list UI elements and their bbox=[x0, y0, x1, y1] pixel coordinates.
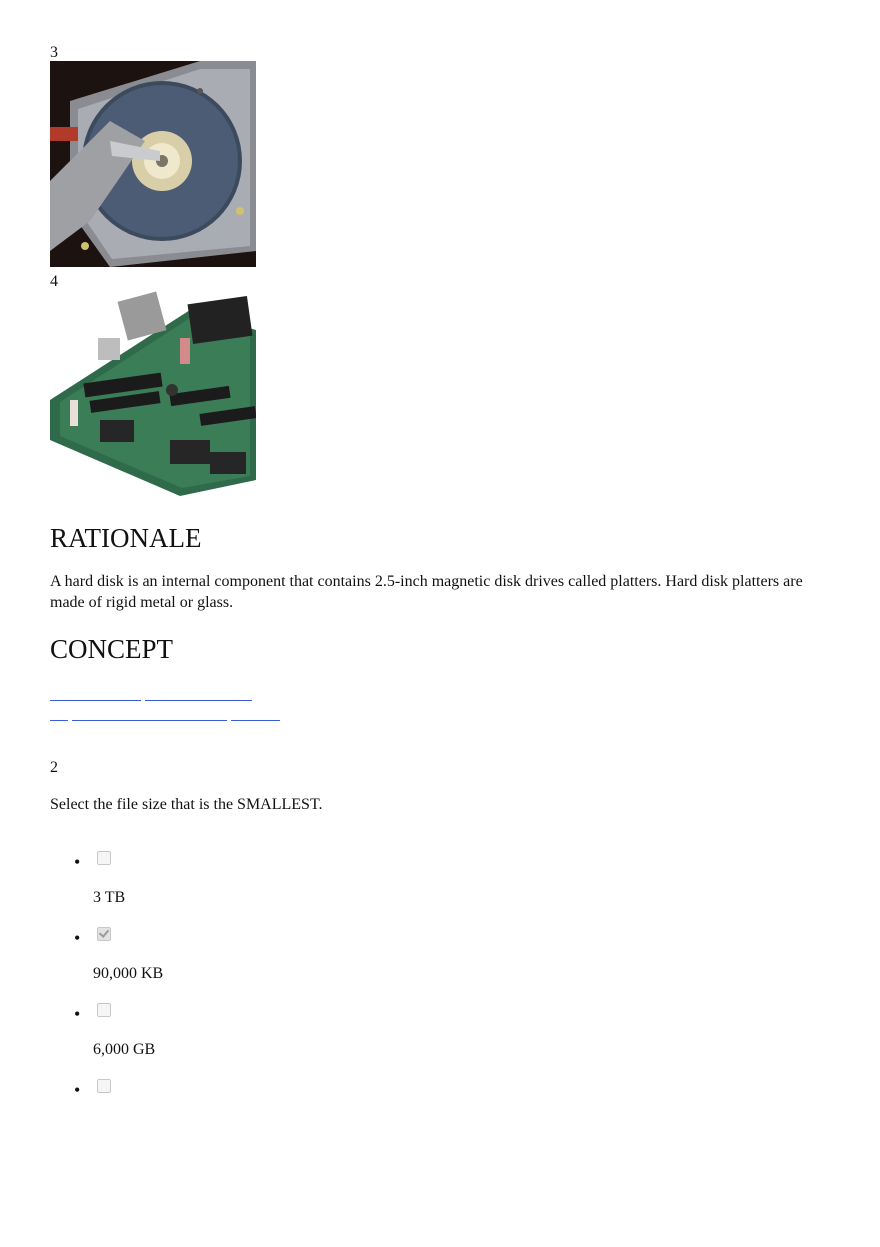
concept-link[interactable] bbox=[50, 710, 68, 721]
answer-label: 3 TB bbox=[93, 889, 126, 906]
concept-link[interactable] bbox=[50, 690, 141, 701]
question-number: 2 bbox=[50, 759, 58, 776]
answer-option bbox=[50, 1079, 450, 1119]
bullet-icon: • bbox=[74, 928, 81, 948]
answer-option bbox=[50, 927, 450, 1003]
concept-links bbox=[50, 708, 284, 726]
rationale-text: A hard disk is an internal component that contains 2.5-inch magnetic disk drives called platters. Hard disk platters are made of rigid metal or glass. bbox=[50, 573, 803, 611]
bullet-icon: • bbox=[74, 852, 81, 872]
concept-link[interactable] bbox=[72, 710, 227, 721]
concept-links bbox=[50, 688, 256, 706]
question-prompt: Select the file size that is the SMALLEST. bbox=[50, 796, 323, 813]
answer-label: 90,000 KB bbox=[93, 965, 164, 982]
concept-link[interactable] bbox=[231, 710, 280, 721]
answer-checkbox[interactable] bbox=[97, 1079, 111, 1093]
concept-link[interactable] bbox=[145, 690, 252, 701]
answer-checkbox[interactable] bbox=[97, 851, 111, 865]
answer-options bbox=[50, 851, 450, 1119]
circuit-board-photo bbox=[50, 290, 256, 496]
bullet-icon: • bbox=[74, 1004, 81, 1024]
rationale-heading: RATIONALE bbox=[50, 523, 202, 553]
answer-label: 6,000 GB bbox=[93, 1041, 156, 1058]
concept-heading: CONCEPT bbox=[50, 634, 174, 664]
figure-number: 4 bbox=[50, 273, 58, 290]
answer-option bbox=[50, 1003, 450, 1079]
figure-number: 3 bbox=[50, 44, 58, 61]
answer-option bbox=[50, 851, 450, 927]
answer-checkbox[interactable] bbox=[97, 1003, 111, 1017]
hard-disk-photo bbox=[50, 61, 256, 267]
bullet-icon: • bbox=[74, 1080, 81, 1100]
answer-checkbox-checked[interactable] bbox=[97, 927, 111, 941]
